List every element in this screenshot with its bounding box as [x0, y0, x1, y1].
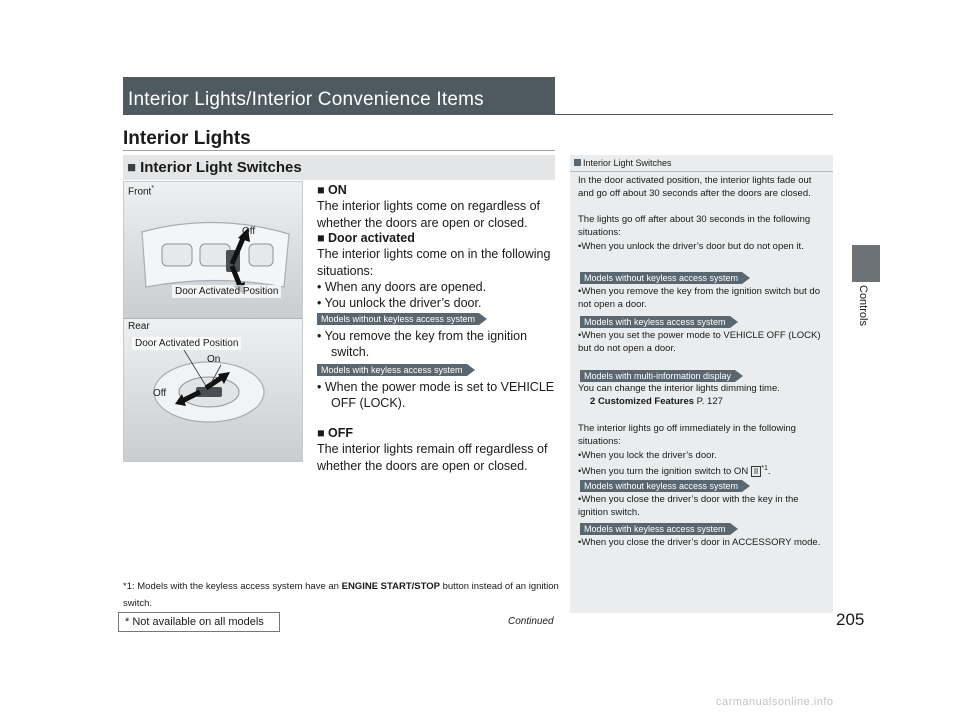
off-label-front: Off: [242, 226, 256, 237]
off-label-rear: Off: [153, 388, 167, 399]
side-b5: •When you turn the ignition switch to ON II $^{*1}$.: [578, 465, 771, 478]
side-tag-multi-info: Models with multi-information display: [580, 370, 735, 382]
door-activated-text: The interior lights come on in the following situations:: [317, 247, 551, 278]
side-p4: The interior lights go off immediately in the following situations:: [578, 423, 796, 447]
ignition-key-icon: II: [751, 466, 761, 477]
side-tag-with-keyless-2: Models with keyless access system: [580, 523, 730, 535]
door-activated-heading: ■ Door activated: [317, 231, 415, 245]
front-label: Front*: [128, 185, 155, 198]
chapter-title: Interior Lights/Interior Convenience Items: [128, 89, 484, 110]
on-label-rear: On: [207, 354, 221, 365]
not-available-note: * Not available on all models: [118, 612, 280, 632]
side-p2: The lights go off after about 30 seconds in the following situations:: [578, 214, 811, 238]
on-heading: ■ ON: [317, 183, 347, 197]
subsection-title-text: Interior Light Switches: [140, 159, 302, 176]
bullet-remove-key-cont: switch.: [331, 345, 370, 359]
side-b7: •When you close the driver’s door in ACCESSORY mode.: [578, 537, 821, 548]
chapter-tab-label: Controls: [857, 285, 869, 326]
watermark: carmanualsonline.info: [716, 696, 834, 708]
side-b2: •When you remove the key from the ignition switch but do not open a door.: [578, 286, 820, 310]
footnote: *1: Models with the keyless access system have an ENGINE START/STOP button instead of an ignition switch.: [123, 581, 559, 609]
rear-label: Rear: [128, 321, 150, 332]
bullet-power-mode-cont: OFF (LOCK).: [331, 396, 406, 410]
off-text: The interior lights remain off regardless of whether the doors are open or closed.: [317, 442, 548, 473]
interior-light-figure: [123, 181, 303, 462]
side-b4: •When you lock the driver’s door.: [578, 450, 717, 461]
chapter-tab-marker: [852, 245, 880, 282]
bullet-unlock-driver: • You unlock the driver’s door.: [317, 296, 482, 310]
side-tag-with-keyless-1: Models with keyless access system: [580, 316, 730, 328]
bullet-remove-key: • You remove the key from the ignition: [317, 329, 528, 343]
tag-with-keyless: Models with keyless access system: [317, 364, 467, 376]
bullet-power-mode: • When the power mode is set to VEHICLE: [317, 380, 555, 394]
header-rule: [555, 114, 833, 115]
off-heading: ■ OFF: [317, 426, 354, 440]
side-heading-rule: [570, 171, 833, 172]
ref-arrow-icon: 2: [590, 396, 596, 407]
side-heading: Interior Light Switches: [574, 158, 672, 168]
subsection-title: [127, 159, 302, 176]
on-text: The interior lights come on regardless of whether the doors are open or closed.: [317, 199, 541, 230]
side-p1: In the door activated position, the interior lights fade out and go off about 30 seconds after the doors are closed.: [578, 175, 812, 199]
light-switch-illustration: [124, 182, 303, 462]
square-bullet-icon: ■: [127, 159, 137, 176]
tag-without-keyless: Models without keyless access system: [317, 313, 479, 325]
door-activated-rear-label: Door Activated Position: [132, 337, 241, 350]
section-rule: [123, 150, 555, 151]
side-b6: •When you close the driver’s door with the key in the ignition switch.: [578, 494, 799, 518]
side-tag-without-keyless-1: Models without keyless access system: [580, 272, 742, 284]
side-b3: •When you set the power mode to VEHICLE OFF (LOCK) but do not open a door.: [578, 330, 821, 354]
side-b1: •When you unlock the driver’s door but do not open it.: [578, 241, 804, 252]
door-activated-front-label: Door Activated Position: [172, 285, 281, 298]
side-tag-without-keyless-2: Models without keyless access system: [580, 480, 742, 492]
continued-label: Continued: [508, 616, 554, 627]
figure-divider: [124, 318, 303, 319]
side-p3: You can change the interior lights dimming time.: [578, 383, 780, 394]
page-number: 205: [836, 610, 865, 629]
note-icon: [574, 159, 581, 166]
section-title: Interior Lights: [123, 128, 251, 149]
bullet-any-doors: • When any doors are opened.: [317, 280, 487, 294]
customized-features-link[interactable]: 2 Customized Features P. 127: [590, 396, 723, 407]
